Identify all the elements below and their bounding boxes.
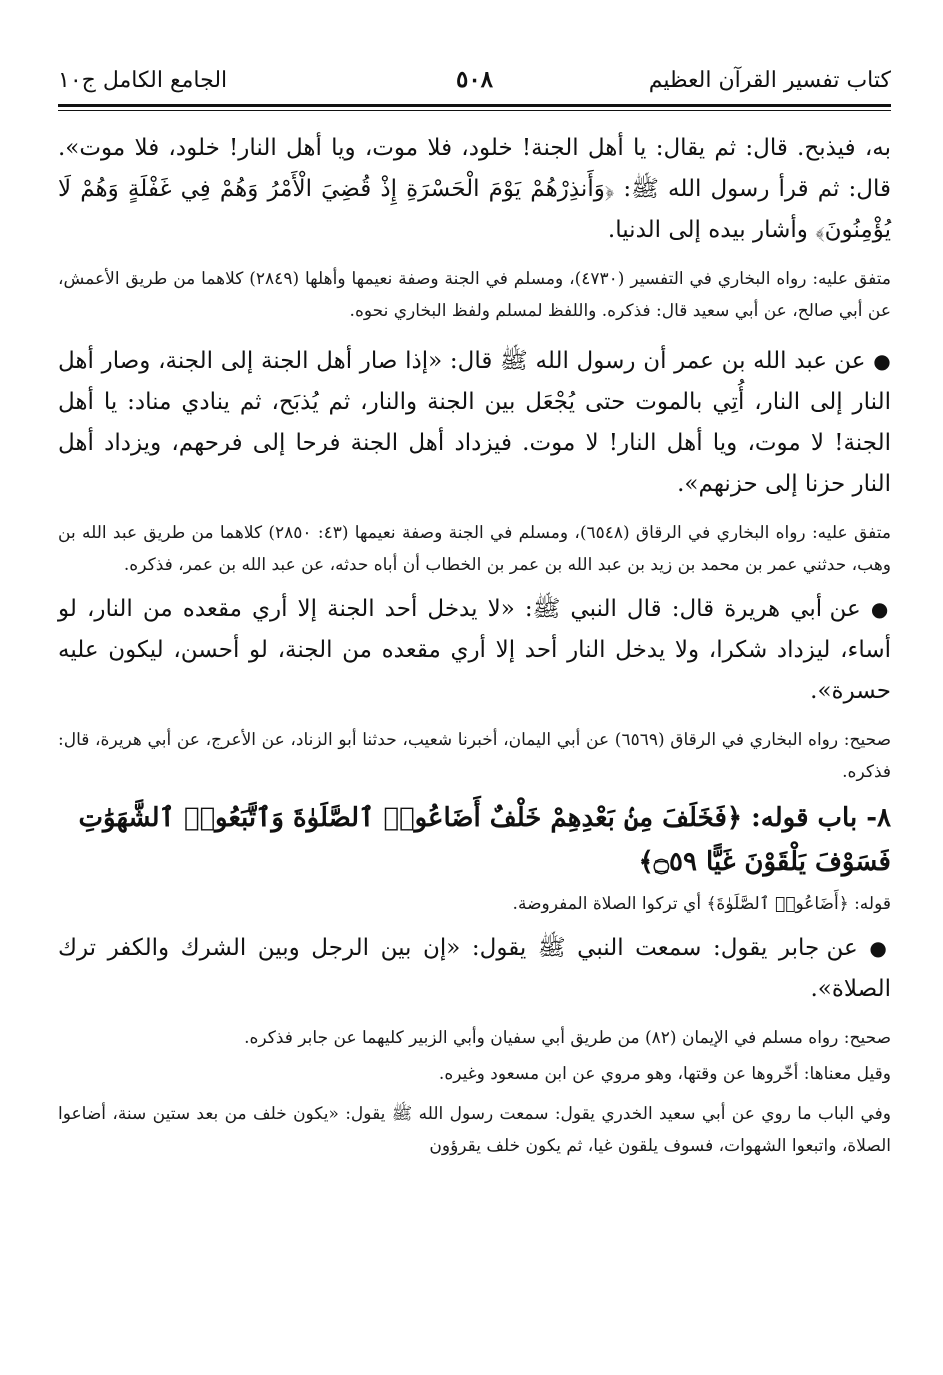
hadith-paragraph-1: به، فيذبح. قال: ثم يقال: يا أهل الجنة! خلود، فلا موت، ويا أهل النار! خلود، فلا موت». قال: ثم قرأ رسول الله ﷺ: ﴿وَأَنذِرْهُمْ يَوْمَ الْحَسْرَةِ إِذْ قُضِيَ الْأَمْرُ وَهُمْ فِي غَفْلَةٍ وَهُمْ لَا يُؤْمِنُونَ﴾ وأشار بيده إلى الدنيا. (58, 135, 891, 243)
page-header (58, 62, 891, 102)
bullet-icon: ● (870, 597, 892, 621)
takhrij-note-2: متفق عليه: رواه البخاري في الرقاق (٦٥٤٨)، ومسلم في الجنة وصفة نعيمها (٤٣: ٢٨٥٠) كلاهما من طريق عبد الله بن وهب، حدثني عمر بن محمد بن زيد بن عبد الله بن عمر بن الخطاب أن أباه حدثه، عن عبد الله بن عمر، فذكره. (58, 523, 891, 575)
takhrij-note-1: متفق عليه: رواه البخاري في التفسير (٤٧٣٠)، ومسلم في الجنة وصفة نعيمها وأهلها (٢٨٤٩) كلاهما من طريق الأعمش، عن أبي صالح، عن أبي سعيد قال: فذكره. واللفظ لمسلم ولفظ البخاري نحوه. (58, 269, 892, 321)
chapter-verse: ﴿فَخَلَفَ مِنۢ بَعْدِهِمْ خَلْفٌ أَضَاعُوا۟ ٱلصَّلَوٰةَ وَٱتَّبَعُوا۟ ٱلشَّهَوَٰتِ فَسَوْفَ يَلْقَوْنَ غَيًّا ۝٥٩﴾ (78, 803, 891, 877)
takhrij-note-5: صحيح: رواه مسلم في الإيمان (٨٢) من طريق أبي سفيان وأبي الزبير كليهما عن جابر فذكره. (244, 1028, 891, 1048)
header-rule-thin (58, 110, 891, 111)
hadith-paragraph-4 (58, 928, 891, 1010)
commentary-note-6: وقيل معناها: أخّروها عن وقتها، وهو مروي عن ابن مسعود وغيره. (438, 1064, 891, 1084)
hadith-text-2: عن عبد الله بن عمر أن رسول الله ﷺ قال: «إذا صار أهل الجنة إلى الجنة، وصار أهل النار إلى النار، أُتِي بالموت حتى يُجْعَل بين الجنة والنار، ثم يُذبَح، ثم ينادي مناد: يا أهل الجنة! لا موت، ويا أهل النار! لا موت. فيزداد أهل الجنة فرحا إلى فرحهم، ويزداد أهل النار حزنا إلى حزنهم». (58, 348, 891, 497)
chapter-label: ٨- باب قوله: (751, 803, 891, 833)
commentary-note-7: وفي الباب ما روي عن أبي سعيد الخدري يقول: سمعت رسول الله ﷺ يقول: «يكون خلف من بعد ستين سنة، أضاعوا الصلاة، واتبعوا الشهوات، فسوف يلقون غيا، ثم يكون خلف يقرؤون (58, 1104, 891, 1156)
verse-explanation: قوله: ﴿أَضَاعُوا۟ ٱلصَّلَوٰةَ﴾ أي تركوا الصلاة المفروضة. (512, 894, 891, 914)
running-title-left: الجامع الكامل ج١٠ (58, 68, 228, 93)
page-content (58, 128, 891, 1162)
header-rule-thick (58, 104, 891, 107)
chapter-heading (58, 796, 891, 884)
hadith-paragraph-2 (58, 341, 891, 505)
hadith-text-3: عن أبي هريرة قال: قال النبي ﷺ: «لا يدخل أحد الجنة إلا أري مقعده من النار، لو أساء، ليزداد شكرا، ولا يدخل النار أحد إلا أري مقعده من الجنة، لو أحسن، ليكون عليه حسرة». (58, 596, 891, 704)
running-title-right: كتاب تفسير القرآن العظيم (648, 68, 891, 93)
bullet-icon: ● (869, 936, 892, 960)
page-number: ٥٠٨ (455, 66, 494, 93)
hadith-paragraph-3 (58, 589, 891, 712)
bullet-icon: ● (873, 349, 892, 373)
takhrij-note-3: صحيح: رواه البخاري في الرقاق (٦٥٦٩) عن أبي اليمان، أخبرنا شعيب، حدثنا أبو الزناد، عن الأعرج، عن أبي هريرة، قال: فذكره. (58, 730, 891, 782)
hadith-text-4: عن جابر يقول: سمعت النبي ﷺ يقول: «إن بين الرجل وبين الشرك والكفر ترك الصلاة». (58, 935, 891, 1002)
